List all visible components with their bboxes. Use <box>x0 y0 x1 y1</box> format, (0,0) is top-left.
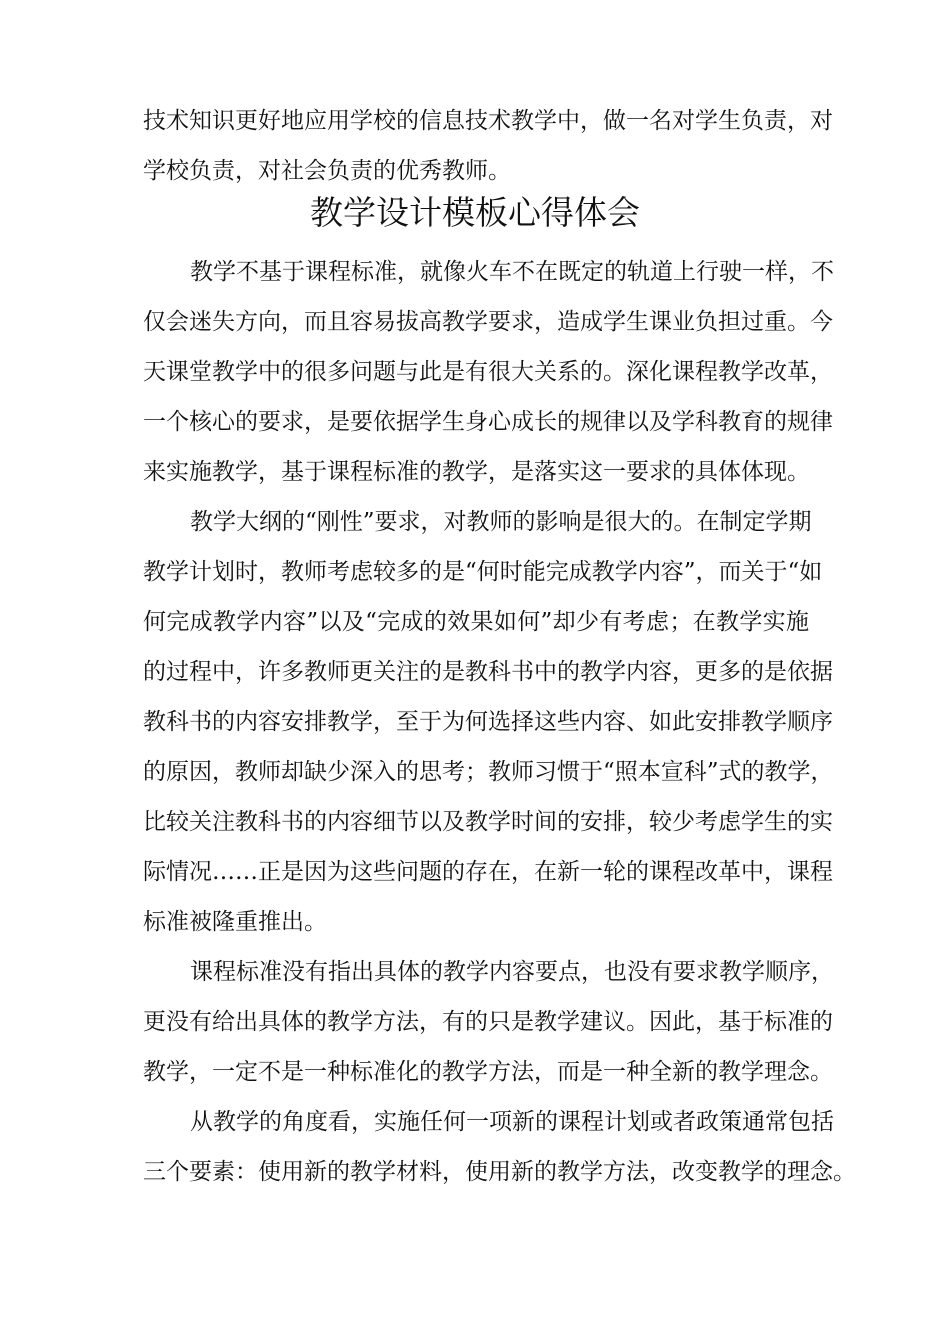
paragraph-2-line-7: 比较关注教科书的内容细节以及教学时间的安排，较少考虑学生的实 <box>143 809 833 835</box>
paragraph-4-line-1: 从教学的角度看，实施任何一项新的课程计划或者政策通常包括 <box>190 1109 834 1135</box>
paragraph-3-line-3: 教学，一定不是一种标准化的教学方法，而是一种全新的教学理念。 <box>143 1059 833 1085</box>
continuation-line-2: 学校负责，对社会负责的优秀教师。 <box>143 158 511 184</box>
paragraph-2-line-1: 教学大纲的“刚性”要求，对教师的影响是很大的。在制定学期 <box>190 509 812 535</box>
paragraph-2-line-2: 教学计划时，教师考虑较多的是“何时能完成教学内容”，而关于“如 <box>143 559 823 585</box>
paragraph-2-line-6: 的原因，教师却缺少深入的思考；教师习惯于“照本宣科”式的教学， <box>143 759 834 785</box>
paragraph-1-line-1: 教学不基于课程标准，就像火车不在既定的轨道上行驶一样，不 <box>190 259 834 285</box>
paragraph-1-line-4: 一个核心的要求，是要依据学生身心成长的规律以及学科教育的规律 <box>143 409 833 435</box>
paragraph-1-line-3: 天课堂教学中的很多问题与此是有很大关系的。深化课程教学改革， <box>143 359 833 385</box>
paragraph-1-line-2: 仅会迷失方向，而且容易拔高教学要求，造成学生课业负担过重。今 <box>143 309 833 335</box>
paragraph-2-line-9: 标准被隆重推出。 <box>143 909 327 935</box>
paragraph-1-line-5: 来实施教学，基于课程标准的教学，是落实这一要求的具体体现。 <box>143 459 810 485</box>
paragraph-2-line-8: 际情况……正是因为这些问题的存在，在新一轮的课程改革中，课程 <box>143 859 833 885</box>
paragraph-4-line-2: 三个要素：使用新的教学材料，使用新的教学方法，改变教学的理念。 <box>143 1159 856 1185</box>
continuation-line-1: 技术知识更好地应用学校的信息技术教学中，做一名对学生负责，对 <box>143 108 833 134</box>
paragraph-2-line-5: 教科书的内容安排教学，至于为何选择这些内容、如此安排教学顺序 <box>143 709 833 735</box>
paragraph-2-line-4: 的过程中，许多教师更关注的是教科书中的教学内容，更多的是依据 <box>143 659 833 685</box>
paragraph-3-line-1: 课程标准没有指出具体的教学内容要点，也没有要求教学顺序， <box>190 959 834 985</box>
document-title: 教学设计模板心得体会 <box>310 193 640 232</box>
paragraph-3-line-2: 更没有给出具体的教学方法，有的只是教学建议。因此，基于标准的 <box>143 1009 833 1035</box>
paragraph-2-line-3: 何完成教学内容”以及“完成的效果如何”却少有考虑；在教学实施 <box>143 609 809 635</box>
